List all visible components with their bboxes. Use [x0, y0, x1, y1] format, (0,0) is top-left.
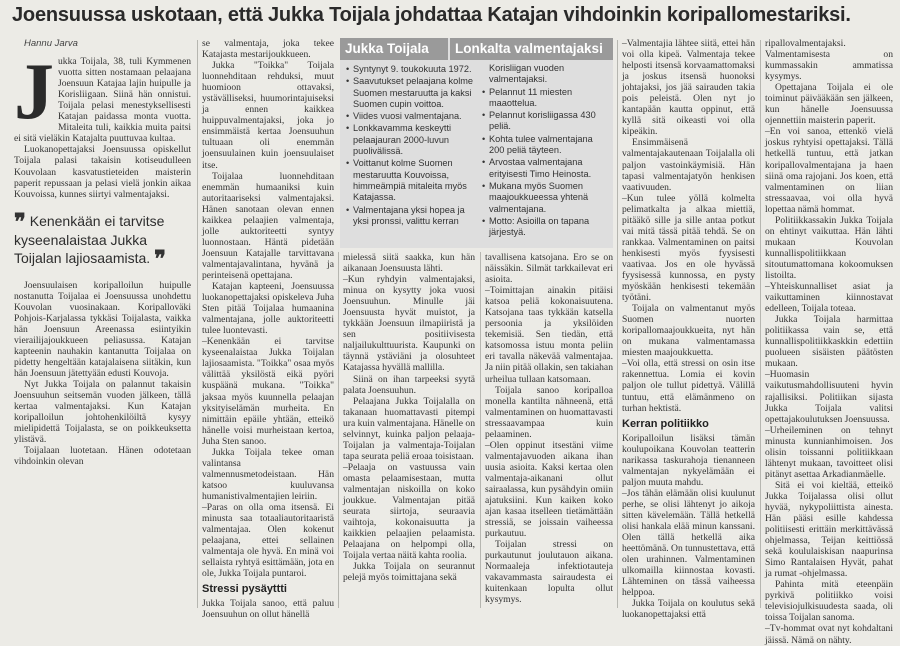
paragraph: –Kun ryhdyin valmentajaksi, minua on kysytty joka vuosi Joensuuhun. Minulle jäi Joensuusta hyvät muistot, ja tykkään Joensuun ilmapiiristä ja sen positiivisesta naljailukulttuurista. Kaupunki on täynnä ystäviäni ja olosuhteet Katajassa hyvällä mallilla. — [343, 274, 475, 374]
pull-quote — [14, 208, 191, 271]
factbox-right-column — [482, 64, 608, 239]
fact-item-continued: Korisliigan vuoden valmentajaksi. — [489, 63, 565, 85]
column-rule — [338, 252, 339, 608]
fact-item: • Syntynyt 9. toukokuuta 1972. — [346, 64, 474, 75]
paragraph: Toijala on valmentanut myös Suomen nuorten koripallomaajoukkueita, nyt hän on mukana valmentamassa miesten maajoukkuetta. — [622, 303, 755, 359]
fact-item: • Pelannut korisliigassa 430 peliä. — [482, 110, 608, 133]
paragraph: Jukka Toijala on koulutus sekä luokanopettajaksi että — [622, 598, 755, 621]
paragraph: ripallovalmentajaksi. Valmentamisesta on kummassakin ammatissa kysymys. — [765, 38, 893, 83]
factbox-title-tagline: Lonkalta valmentajaksi — [450, 38, 613, 60]
fact-item: • Viides vuosi valmentajana. — [346, 111, 474, 122]
paragraph: Koripalloilun lisäksi tämän koulupoikana Kouvolan teatterin narikassa taskurahoja tienanneen valmentajan nykyelämään ei paljon muuta mahdu. — [622, 432, 755, 488]
paragraph: Toijalaa luonnehditaan enemmän humaaniksi kuin autoritaariseksi valmentajaksi. Hänen sanotaan olevan ennen kaikkea pelaajien valmentaja, jolle auktoriteetti syntyy luonnostaan. Häntä pidetään Joensuun Katajalle tarvittavana valmentajavalintana, hyvänä ja perinteisenä opettajana. — [202, 170, 334, 281]
article-column-5 — [622, 38, 755, 621]
paragraph: Jukka Toijala sanoo, että paluu Joensuuhun on ollut hänellä — [202, 598, 334, 621]
paragraph: –Kenenkään ei tarvitse kyseenalaistaa Jukka Toijalan lajiosaamista. "Toikka" osaa myös välittää yksilöstä eikä pyöri kuspäänä mukana. "Toikka" jaksaa myös kuunnella pelaajan yksityiselämän murheita. En nimittäin epäile yhtään, etteikö hänelle voisi murheistaan kertoa, Juha Sten sanoo. — [202, 336, 334, 447]
paragraph: Politiikkassakin Jukka Toijala on ehtinyt vaikuttaa. Hän lähti mukaan Kouvolan kunnallispolitiikkaan sitoutumattomana kokoomuksen listoilta. — [765, 214, 893, 281]
article-column-1 — [14, 38, 191, 608]
article-column-2 — [202, 38, 334, 621]
paragraph: –Urheileminen on tehnyt minusta kunnianhimoisen. Jos olisin toissanni politiikkaan lähtenyt mukaan, tavoitteet olisi pitänyt asettaa Arkadianmäelle. — [765, 424, 893, 480]
paragraph: –Tv-hommat ovat nyt kohdaltani jäissä. Nämä on nähty. — [765, 623, 893, 646]
paragraph: –Olen oppinut itsestäni viime valmentajavuoden aikana ihan uusia asioita. Kaksi kertaa olen valmentaja-aikanani ollut sairaalassa, kun pysähdyin omiin ajatuksiini. Kun kaiken koko ajan kasaa itselleen tietämättään stressiä, se joissain vaiheessa purkautuu. — [485, 439, 613, 540]
article-column-6 — [765, 38, 893, 646]
paragraph: –Pelaaja on vastuussa vain omasta pelaamisestaan, mutta valmentajan niskoilla on koko joukkue. Valmentajan pitää seurata siirtoja, seuraavia vaihtoja, kokonaisuutta ja kaikkien pelaajien pelaamista. Pelaajana on helpompi olla, Toijala vertaa näitä kahta roolia. — [343, 461, 475, 562]
fact-item: • Mukana myös Suomen maajoukkueessa yhtenä valmentajana. — [482, 181, 608, 215]
pull-quote-text: Kenenkään ei tarvitse kyseenalaistaa Jukka Toijalan lajiosaamista. — [14, 212, 165, 266]
paragraph: Sitä ei voi kieltää, etteikö Jukka Toijalassa olisi ollut hyvää, nykypoliittista ainesta. Hän pääsi esille kahdessa politiisesti erittäin merkittävässä ohjelmassa, Teijan keittiössä sekä koululaiskisan naapurinsa Simo Rantalaisen Hyvät, pahat ja rumat -ohjelmassa. — [765, 479, 893, 580]
fact-item: • Arvostaa valmentajana erityisesti Timo Heinosta. — [482, 157, 608, 180]
paragraph: –Huomasin vaikutusmahdollisuuteni hyvin rajallisiksi. Politiikan sijasta Jukka Toijala valitsi opettajakoulutuksen Joensuussa. — [765, 369, 893, 425]
paragraph: Toijala sanoo koripalloa monella kantilta nähneenä, että valmentaminen on huomattavasti stressaavampaa kuin pelaaminen. — [485, 384, 613, 440]
paragraph: Jukka "Toikka" Toijala luonnehditaan rehduksi, muut huomioon ottavaksi, ystävälliseksi, huumorintajuiseksi ja ennen kaikkea huippuvalmentajaksi, joka jo ensimmäistä kertaa Joensuuhun tultuaan oli enemmän joensuulainen kuin joensuulaiset itse. — [202, 60, 334, 171]
fact-item: • Saavutukset pelaajana kolme Suomen mestaruutta ja kaksi Suomen cupin voittoa. — [346, 76, 474, 110]
paragraph: Joensuulaisen koripalloilun huipulle nostanutta Toijalaa ei Joensuussa unohdettu Kouvolan vuosinakaan. Koripalloväki Pohjois-Karjalassa tykkäsi Toijalasta, vaikka hän Joensuun Areenassa esiintyikin vierailijajoukkueen peliasussa. Katajan kapteenin nauhakin kantanutta Toijalaa on pidetty hengeltään katajalaisena siitäkin, kun hän Joensuun jätettyään edusti Kouvoja. — [14, 279, 191, 380]
quote-close-icon: ❞ — [154, 245, 166, 271]
factbox-left-column — [346, 64, 474, 228]
factbox-title — [340, 38, 613, 60]
factbox-title-name: Jukka Toijala — [340, 38, 448, 60]
lead-paragraph: ukka Toijala, 38, tuli Kymmenen vuotta sitten nostamaan pelaajana Joensuun Katajaa lajin huipulle ja Korisliigaan. Siinä hän onnistui. Toijala pelasi menestyksellisesti Katajan paidassa monta vuotta. Mitaleita tuli, kaikkia muita paitsi ei sitä vieläkin Katajalta puuttuvaa kultaa. — [14, 56, 191, 145]
column-rule — [480, 252, 481, 608]
paragraph: –Yhteiskunnalliset asiat ja vaikuttaminen kiinnostavat edelleen, Toijala toteaa. — [765, 281, 893, 315]
fact-item: • Motto: Asioilla on tapana järjestyä. — [482, 216, 608, 239]
paragraph: –Toimittajan ainakin pitäisi katsoa peliä kokonaisuutena. Katsojana taas tykkään katsella persoonia ja yksilöiden tekemisiä. Sen tiedän, että katsomossa istuu monta peliin eri tavalla näkevää valmentajaa. Ja niin pitää ollakin, sen takiahan urheilua tullaan katsomaan. — [485, 285, 613, 385]
paragraph: –Voi olla, että stressi on osin itse rakennettua. Lomia ei kovin paljon ole tullut pidettyä. Välillä tuntuu, että elämänmeno on turhan hektistä. — [622, 358, 755, 414]
paragraph: Ensimmäisenä valmentajakautenaan Toijalalla oli paljon vastoinkäymisiä. Hän tapasi valmentajatyön henkisen vaativuuden. — [622, 137, 755, 193]
dropcap: J — [14, 48, 54, 137]
fact-item: • Kohta tulee valmentajana 200 peliä täyteen. — [482, 134, 608, 157]
article-column-4 — [485, 252, 613, 608]
subheading: Kerran politiikko — [622, 417, 709, 430]
paragraph: Jukka Toijala on seurannut pelejä myös toimittajana sekä — [343, 561, 475, 584]
quote-open-icon: ❞ — [14, 208, 26, 234]
paragraph: Siinä on ihan tarpeeksi syytä palata Joensuuhun. — [343, 373, 475, 396]
paragraph: se valmentaja, joka tekee Katajasta mestarijoukkueen. — [202, 38, 334, 61]
paragraph: –Kun tulee yöllä kolmelta pelimatkalta ja alkaa miettiä, pitääkö sille ja sille antaa potkut vai mitä tässä pitää tehdä. Se on rankkaa. Valmentaminen on paitsi henkisesti myös fyysisesti vaativaa. Jos en ole hyvässä fyysisessä kunnossa, en pysty myöskään henkisesti tekemään työtäni. — [622, 192, 755, 304]
paragraph: –Jos tähän elämään olisi kuulunut perhe, se olisi lähtenyt jo aikoja sitten kävelemään. Tällä hetkellä olisi hankala elää minun kanssani. Olen tällä hetkellä aika heettömänä. On tunnustettava, että olen urahinnen. Valmentaminen ulkomailla kiinnostaa kovasti. Lähteminen on tässä vaiheessa helppoa. — [622, 487, 755, 599]
paragraph: Luokanopettajaksi Joensuussa opiskellut Toijala palasi takaisin kotiseudulleen Kouvolaan kasvatustieteiden maisterin paperit repussaan ja pelasi vielä jonkin aikaa Kouvoissa, kunnes siirtyi valmentajaksi. — [14, 144, 191, 200]
article-column-3 — [343, 252, 475, 608]
paragraph: Pelaajana Jukka Toijalalla on takanaan huomattavasti pitempi ura kuin valmentajana. Hänelle on selvinnyt, kuinka paljon pelaaja-Toijalan ja valmentaja-Toijalan tapa seurata peliä eroaa toisistaan. — [343, 395, 475, 462]
fact-item: • Voittanut kolme Suomen mestaruutta Kouvoissa, himmeämpiä mitaleita myös Katajassa. — [346, 158, 474, 203]
factbox — [340, 38, 613, 248]
paragraph: –En voi sanoa, ettenkö vielä joskus ryhtyisi opettajaksi. Tällä hetkellä tuntuu, että jatkan koripallovalmentajana ja haen siinä oma rajojani. Jos koen, että valmentaminen on liian stressaavaa, voi olla hyvä lopettaa nämä hommat. — [765, 126, 893, 215]
fact-item: • Pelannut 11 miesten maaottelua. — [482, 87, 608, 110]
paragraph: Pahinta mitä eteenpäin pyrkivä politiikko voisi televisiojulkisuudesta saada, oli toissa Toijalan sanoma. — [765, 579, 893, 624]
byline: Hannu Jarva — [24, 38, 78, 49]
column-rule — [617, 40, 618, 608]
paragraph: Toijalan stressi on purkautunut joulutauon aikana. Normaaleja infektiotauteja vakavammasta sairaudesta ei kuitenkaan lopulta ollut kysymys. — [485, 539, 613, 606]
paragraph: Jukka Toijala harmittaa politiikassa vain se, että kunnallispolitiikkaskkin edettiin puolueen sisäisten päätösten mukaan. — [765, 314, 893, 370]
fact-item: • Lonkkavamma keskeytti pelaajauran 2000-luvun puolivälissä. — [346, 123, 474, 157]
paragraph: Opettajana Toijala ei ole toiminut päivääkään sen jälkeen, kun hänelle Joensuussa ojennettiin maisterin paperit. — [765, 82, 893, 127]
fact-item: • Valmentajana yksi hopea ja yksi pronssi, valittu kerran — [346, 205, 474, 228]
paragraph: Toijalaan luotetaan. Hänen odotetaan vihdoinkin olevan — [14, 445, 191, 468]
paragraph: Nyt Jukka Toijala on palannut takaisin Joensuuhun seitsemän vuoden jälkeen, tällä kertaa valmentajaksi. Kun Katajan koripalloilun johtohenkilöiltä kysyy mielipidettä Toijalasta, se on poikkeuksetta ylistävä. — [14, 379, 191, 446]
paragraph: Jukka Toijala tekee oman valintansa valmennusmetodeistaan. Hän katsoo kuuluvansa humanistivalmentajien leiriin. — [202, 446, 334, 502]
paragraph: mielessä siitä saakka, kun hän aikanaan Joensuusta lähti. — [343, 252, 475, 275]
headline: Joensuussa uskotaan, että Jukka Toijala johdattaa Katajan vihdoinkin koripallomestariksi. — [12, 4, 851, 26]
paragraph: Katajan kapteeni, Joensuussa luokanopettajaksi opiskeleva Juha Sten pitää Toijalaa humaanina valmentajana, jolle auktoriteetti tulee luontevasti. — [202, 281, 334, 337]
paragraph: –Valmentajia lähtee siitä, ettei hän voi olla kipeä. Valmentaja tekee helposti itsensä korvaamattomaksi ja joskus itsensä huonoksi johtajaksi, jos jää sairauden takia pois peleistä. Olen nyt jo kantapään kautta oppinut, että kyllä sitä oikeasti voi olla kipeäkin. — [622, 38, 755, 138]
paragraph: tavallisena katsojana. Ero se on näissäkin. Silmät tarkkailevat eri asioita. — [485, 252, 613, 286]
paragraph: –Paras on olla oma itsensä. Ei minusta saa totaaliautoritaaristä valmentajaa. Olen kokenut pelaajana, ettei sellainen valmentaja ole hyvä. En minä voi sellaista ryhtyä esittämään, jota en ole, Jukka Toijala puntaroi. — [202, 501, 334, 580]
column-rule — [197, 40, 198, 608]
column-rule — [760, 40, 761, 608]
subheading: Stressi pysäyttti — [202, 583, 287, 596]
